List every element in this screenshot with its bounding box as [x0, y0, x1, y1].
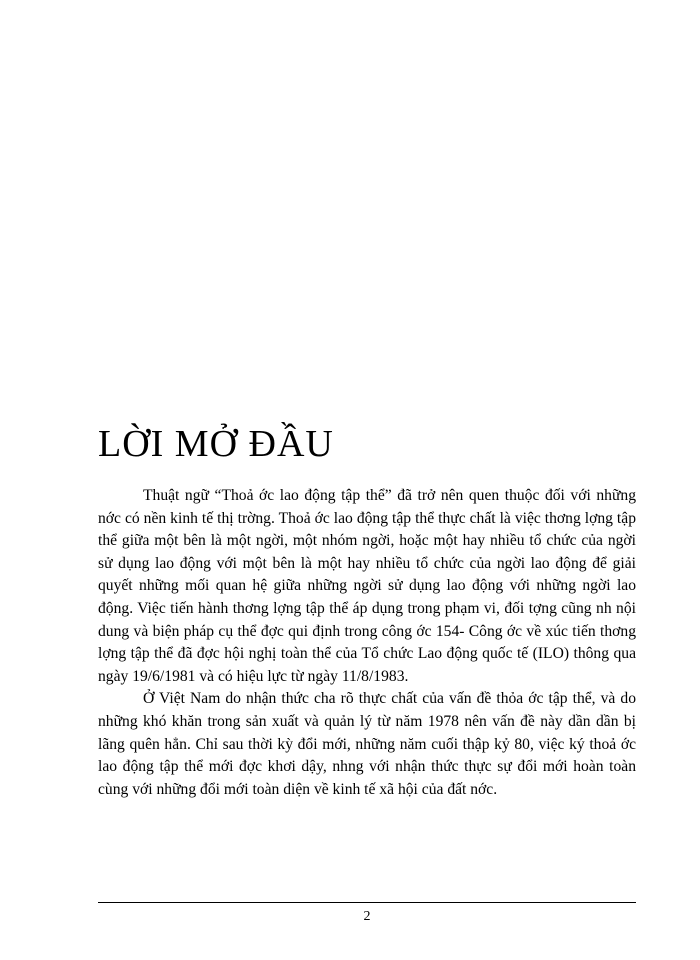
paragraph-1: Thuật ngữ “Thoả ớc lao động tập thể” đã trở nên quen thuộc đối với những nớc có nền kinh tế thị trờng. Thoả ớc lao động tập thể thực chất là việc thơng lợng tập thể giữa một bên là một ngời, một nhóm ngời, hoặc một hay nhiều tổ chức của ngời sử dụng lao động với một bên là một hay nhiều tổ chức của ngời lao động để giải quyết những mối quan hệ giữa những ngời sử dụng lao động với những ngời lao động. Việc tiến hành thơng lợng tập thể áp dụng trong phạm vi, đối tợng cũng nh nội dung và biện pháp cụ thể đợc qui định trong công ớc 154- Công ớc về xúc tiến thơng lợng tập thể đã đợc hội nghị toàn thể của Tổ chức Lao động quốc tế (ILO) thông qua ngày 19/6/1981 và có hiệu lực từ ngày 11/8/1983.	[98, 487, 636, 685]
page-number: 2	[363, 909, 371, 924]
paragraph-2: Ở Việt Nam do nhận thức cha rõ thực chất của vấn đề thỏa ớc tập thể, và do những khó khăn trong sản xuất và quản lý từ năm 1978 nên vấn đề này dần dần bị lãng quên hẳn. Chỉ sau thời kỳ đổi mới, những năm cuối thập kỷ 80, việc ký thoả ớc lao động tập thể mới đợc khơi dậy, nhng với nhận thức thực sự đổi mới hoàn toàn cùng với những đổi mới toàn diện về kinh tế xã hội của đất nớc.	[98, 690, 636, 798]
footer-divider	[98, 902, 636, 903]
body-text	[98, 485, 636, 801]
page-heading: LỜI MỞ ĐẦU	[98, 423, 334, 465]
